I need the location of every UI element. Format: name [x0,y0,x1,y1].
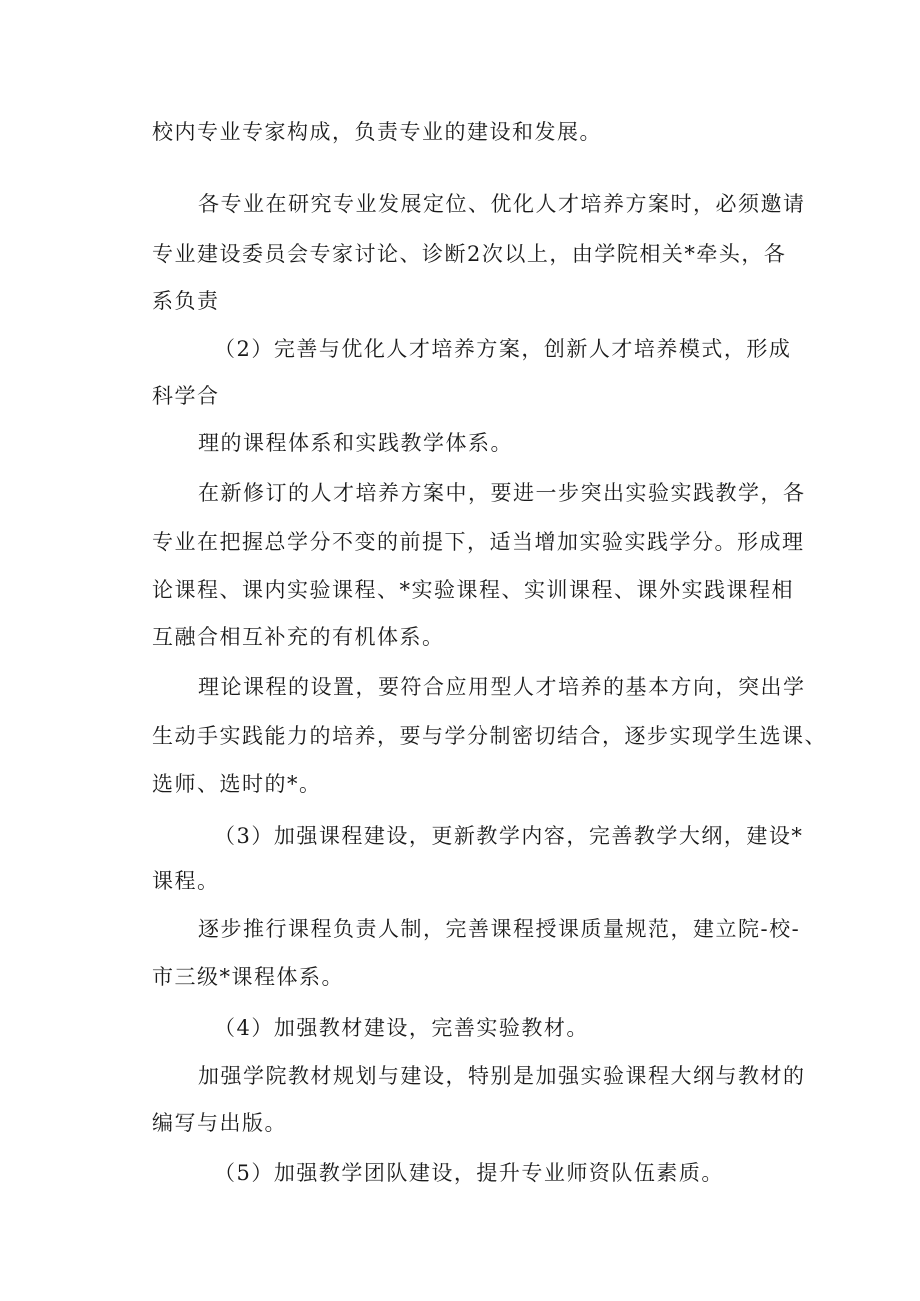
text-line: 专业建设委员会专家讨论、诊断2次以上，由学院相关*牵头，各 [152,242,787,266]
text-line: 编写与出版。 [152,1111,287,1135]
text-line: 理的课程体系和实践教学体系。 [198,431,513,455]
text-line: 选师、选时的*。 [152,772,322,796]
text-line: 科学合 [152,384,220,408]
text-line: （3）加强课程建设，更新教学内容，完善教学大纲，建设* [214,824,804,848]
text-line: 课程。 [152,869,220,893]
text-line: （2）完善与优化人才培养方案，创新人才培养模式，形成 [214,337,792,361]
text-line: 校内专业专家构成，负责专业的建设和发展。 [152,120,602,144]
text-line: 生动手实践能力的培养，要与学分制密切结合，逐步实现学生选课、 [152,724,827,748]
text-line: 互融合相互补充的有机体系。 [152,625,445,649]
text-line: （5）加强教学团队建设，提升专业师资队伍素质。 [214,1161,724,1185]
text-line: 各专业在研究专业发展定位、优化人才培养方案时，必须邀请 [198,192,806,216]
text-line: （4）加强教材建设，完善实验教材。 [214,1016,589,1040]
text-line: 逐步推行课程负责人制，完善课程授课质量规范，建立院-校- [198,917,801,941]
text-line: 理论课程的设置，要符合应用型人才培养的基本方向，突出学 [198,675,806,699]
text-line: 系负责 [152,289,220,313]
text-line: 加强学院教材规划与建设，特别是加强实验课程大纲与教材的 [198,1064,806,1088]
text-line: 论课程、课内实验课程、*实验课程、实训课程、课外实践课程相 [152,578,794,602]
text-line: 专业在把握总学分不变的前提下，适当增加实验实践学分。形成理 [152,530,805,554]
text-line: 在新修订的人才培养方案中，要进一步突出实验实践教学，各 [198,481,806,505]
text-line: 市三级*课程体系。 [152,965,344,989]
